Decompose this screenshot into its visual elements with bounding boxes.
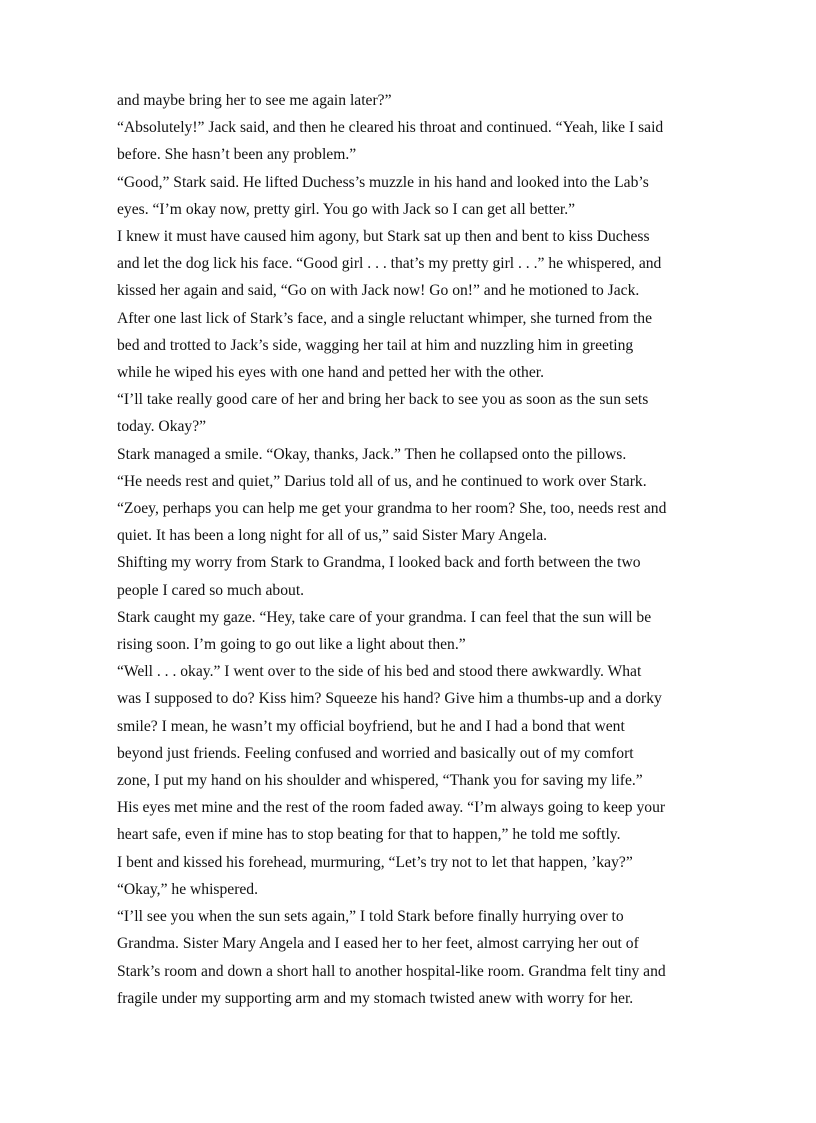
text-line: I bent and kissed his forehead, murmuring, “Let’s try not to let that happen, ’kay?” <box>117 853 633 871</box>
text-line: “Zoey, perhaps you can help me get your grandma to her room? She, too, needs rest and <box>117 500 667 518</box>
text-line: “Good,” Stark said. He lifted Duchess’s muzzle in his hand and looked into the Lab’s <box>117 173 649 191</box>
text-line: smile? I mean, he wasn’t my official boyfriend, but he and I had a bond that went <box>117 717 625 735</box>
text-line: beyond just friends. Feeling confused and worried and basically out of my comfort <box>117 744 634 762</box>
text-line: while he wiped his eyes with one hand and petted her with the other. <box>117 364 544 382</box>
text-line: and maybe bring her to see me again later?” <box>117 92 392 109</box>
text-line: “Well . . . okay.” I went over to the side of his bed and stood there awkwardly. What <box>117 663 642 681</box>
text-line: kissed her again and said, “Go on with Jack now! Go on!” and he motioned to Jack. <box>117 282 640 300</box>
text-line: eyes. “I’m okay now, pretty girl. You go with Jack so I can get all better.” <box>117 200 576 218</box>
text-line: bed and trotted to Jack’s side, wagging her tail at him and nuzzling him in greeting <box>117 336 634 354</box>
text-line: and let the dog lick his face. “Good girl . . . that’s my pretty girl . . .” he whispered, and <box>117 255 662 273</box>
text-line: Stark caught my gaze. “Hey, take care of your grandma. I can feel that the sun will be <box>117 608 652 626</box>
text-line: “I’ll take really good care of her and bring her back to see you as soon as the sun sets <box>117 391 649 409</box>
text-line: I knew it must have caused him agony, but Stark sat up then and bent to kiss Duchess <box>117 228 650 246</box>
text-line: Shifting my worry from Stark to Grandma, I looked back and forth between the two <box>117 554 641 572</box>
text-line: Stark’s room and down a short hall to another hospital-like room. Grandma felt tiny and <box>117 962 666 980</box>
text-line: Grandma. Sister Mary Angela and I eased her to her feet, almost carrying her out of <box>117 935 639 953</box>
body-text <box>117 87 707 1012</box>
text-line: before. She hasn’t been any problem.” <box>117 146 357 164</box>
text-line: quiet. It has been a long night for all of us,” said Sister Mary Angela. <box>117 527 548 545</box>
text-line: people I cared so much about. <box>117 581 305 599</box>
text-line: His eyes met mine and the rest of the room faded away. “I’m always going to keep your <box>117 799 666 817</box>
text-line: “Okay,” he whispered. <box>117 880 259 898</box>
text-line: Stark managed a smile. “Okay, thanks, Jack.” Then he collapsed onto the pillows. <box>117 445 627 463</box>
text-line: fragile under my supporting arm and my stomach twisted anew with worry for her. <box>117 989 634 1007</box>
text-line: “Absolutely!” Jack said, and then he cleared his throat and continued. “Yeah, like I said <box>117 119 664 137</box>
text-line: “He needs rest and quiet,” Darius told all of us, and he continued to work over Stark. <box>117 472 647 490</box>
text-line: rising soon. I’m going to go out like a light about then.” <box>117 636 466 654</box>
text-line: “I’ll see you when the sun sets again,” I told Stark before finally hurrying over to <box>117 908 624 926</box>
text-line: After one last lick of Stark’s face, and a single reluctant whimper, she turned from the <box>117 309 653 327</box>
text-line: zone, I put my hand on his shoulder and whispered, “Thank you for saving my life.” <box>117 772 643 790</box>
text-line: was I supposed to do? Kiss him? Squeeze his hand? Give him a thumbs-up and a dorky <box>117 690 662 708</box>
text-line: today. Okay?” <box>117 418 207 436</box>
text-line: heart safe, even if mine has to stop beating for that to happen,” he told me softly. <box>117 826 621 844</box>
